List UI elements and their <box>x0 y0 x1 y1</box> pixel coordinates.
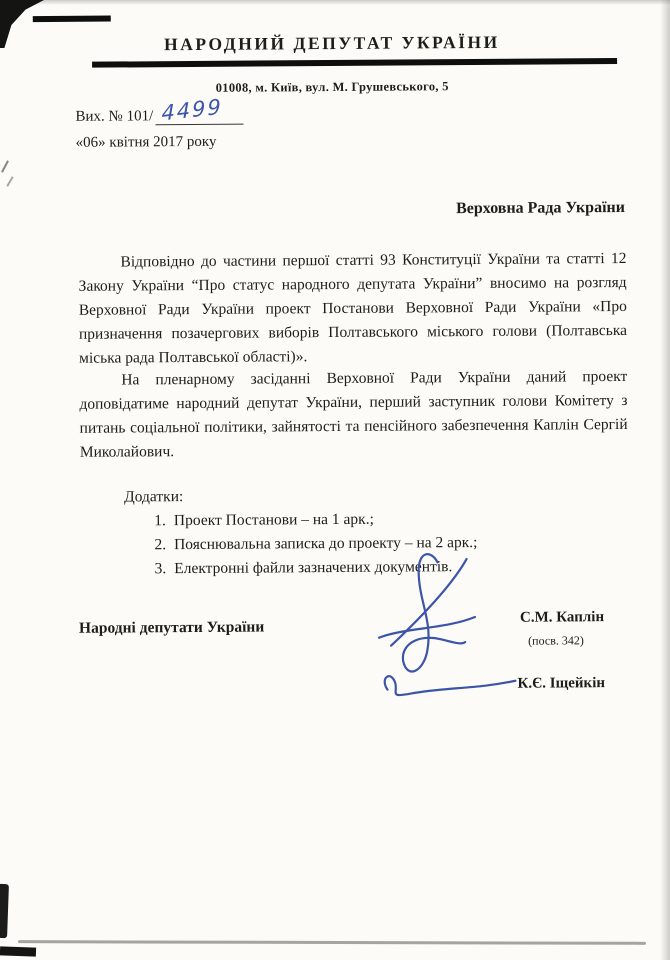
handwritten-signature-ink <box>352 547 543 716</box>
body-paragraph-2: На пленарному засіданні Верховної Ради України даний проект доповідатиме народний депутат України, перший заступник голови Комітету з питань соціальної політики, зайнятості та пенсійного забезпечення Каплін Сергій Миколайович. <box>79 367 628 461</box>
outgoing-ref-line <box>75 94 243 126</box>
attachment-item-text: Проект Постанови – на 1 арк.; <box>173 510 374 530</box>
recipient-name: Верховна Рада України <box>456 198 625 218</box>
letterhead-address: 01008, м. Київ, вул. М. Грушевського, 5 <box>215 79 449 95</box>
attachment-item <box>154 507 477 533</box>
outgoing-ref-prefix: Вих. № 101/ <box>75 108 154 125</box>
letter-date: «06» квітня 2017 року <box>75 133 217 151</box>
attachment-item-text: Пояснювальна записка до проекту – на 2 арк.; <box>174 534 478 554</box>
signatories-label: Народні депутати України <box>78 618 265 637</box>
handwritten-ref-number: 4499 <box>161 94 223 126</box>
signer1-name: С.М. Каплін <box>519 609 605 626</box>
body-paragraph-1: Відповідно до частини першої статті 93 Конституції України та статті 12 Закону України “Про статус народного депутата України” вносимо на розгляд Верховної Ради України проект Постанови Верховної Ради України «Про призначення позачергових виборів Полтавського міського голови (Полтавська міська рада Полтавської області)». <box>78 249 628 367</box>
attachment-item-number: 1. <box>154 512 166 530</box>
letterhead-title: НАРОДНИЙ ДЕПУТАТ УКРАЇНИ <box>164 31 500 55</box>
signature-stroke <box>385 675 516 695</box>
ref-number-underline <box>155 94 243 126</box>
signer2-name: К.Є. Іщейкін <box>517 675 606 692</box>
attachment-item-number: 3. <box>154 560 167 578</box>
attachments-label: Додатки: <box>124 488 184 506</box>
attachment-item-text: Електронні файли зазначених документів. <box>174 558 453 578</box>
letterhead-rule-short <box>33 16 111 23</box>
signature-stroke <box>402 554 465 672</box>
signer1-credential-note: (посв. 342) <box>528 633 584 648</box>
letterhead-rule-long <box>92 58 617 68</box>
attachment-item-number: 2. <box>154 536 167 554</box>
